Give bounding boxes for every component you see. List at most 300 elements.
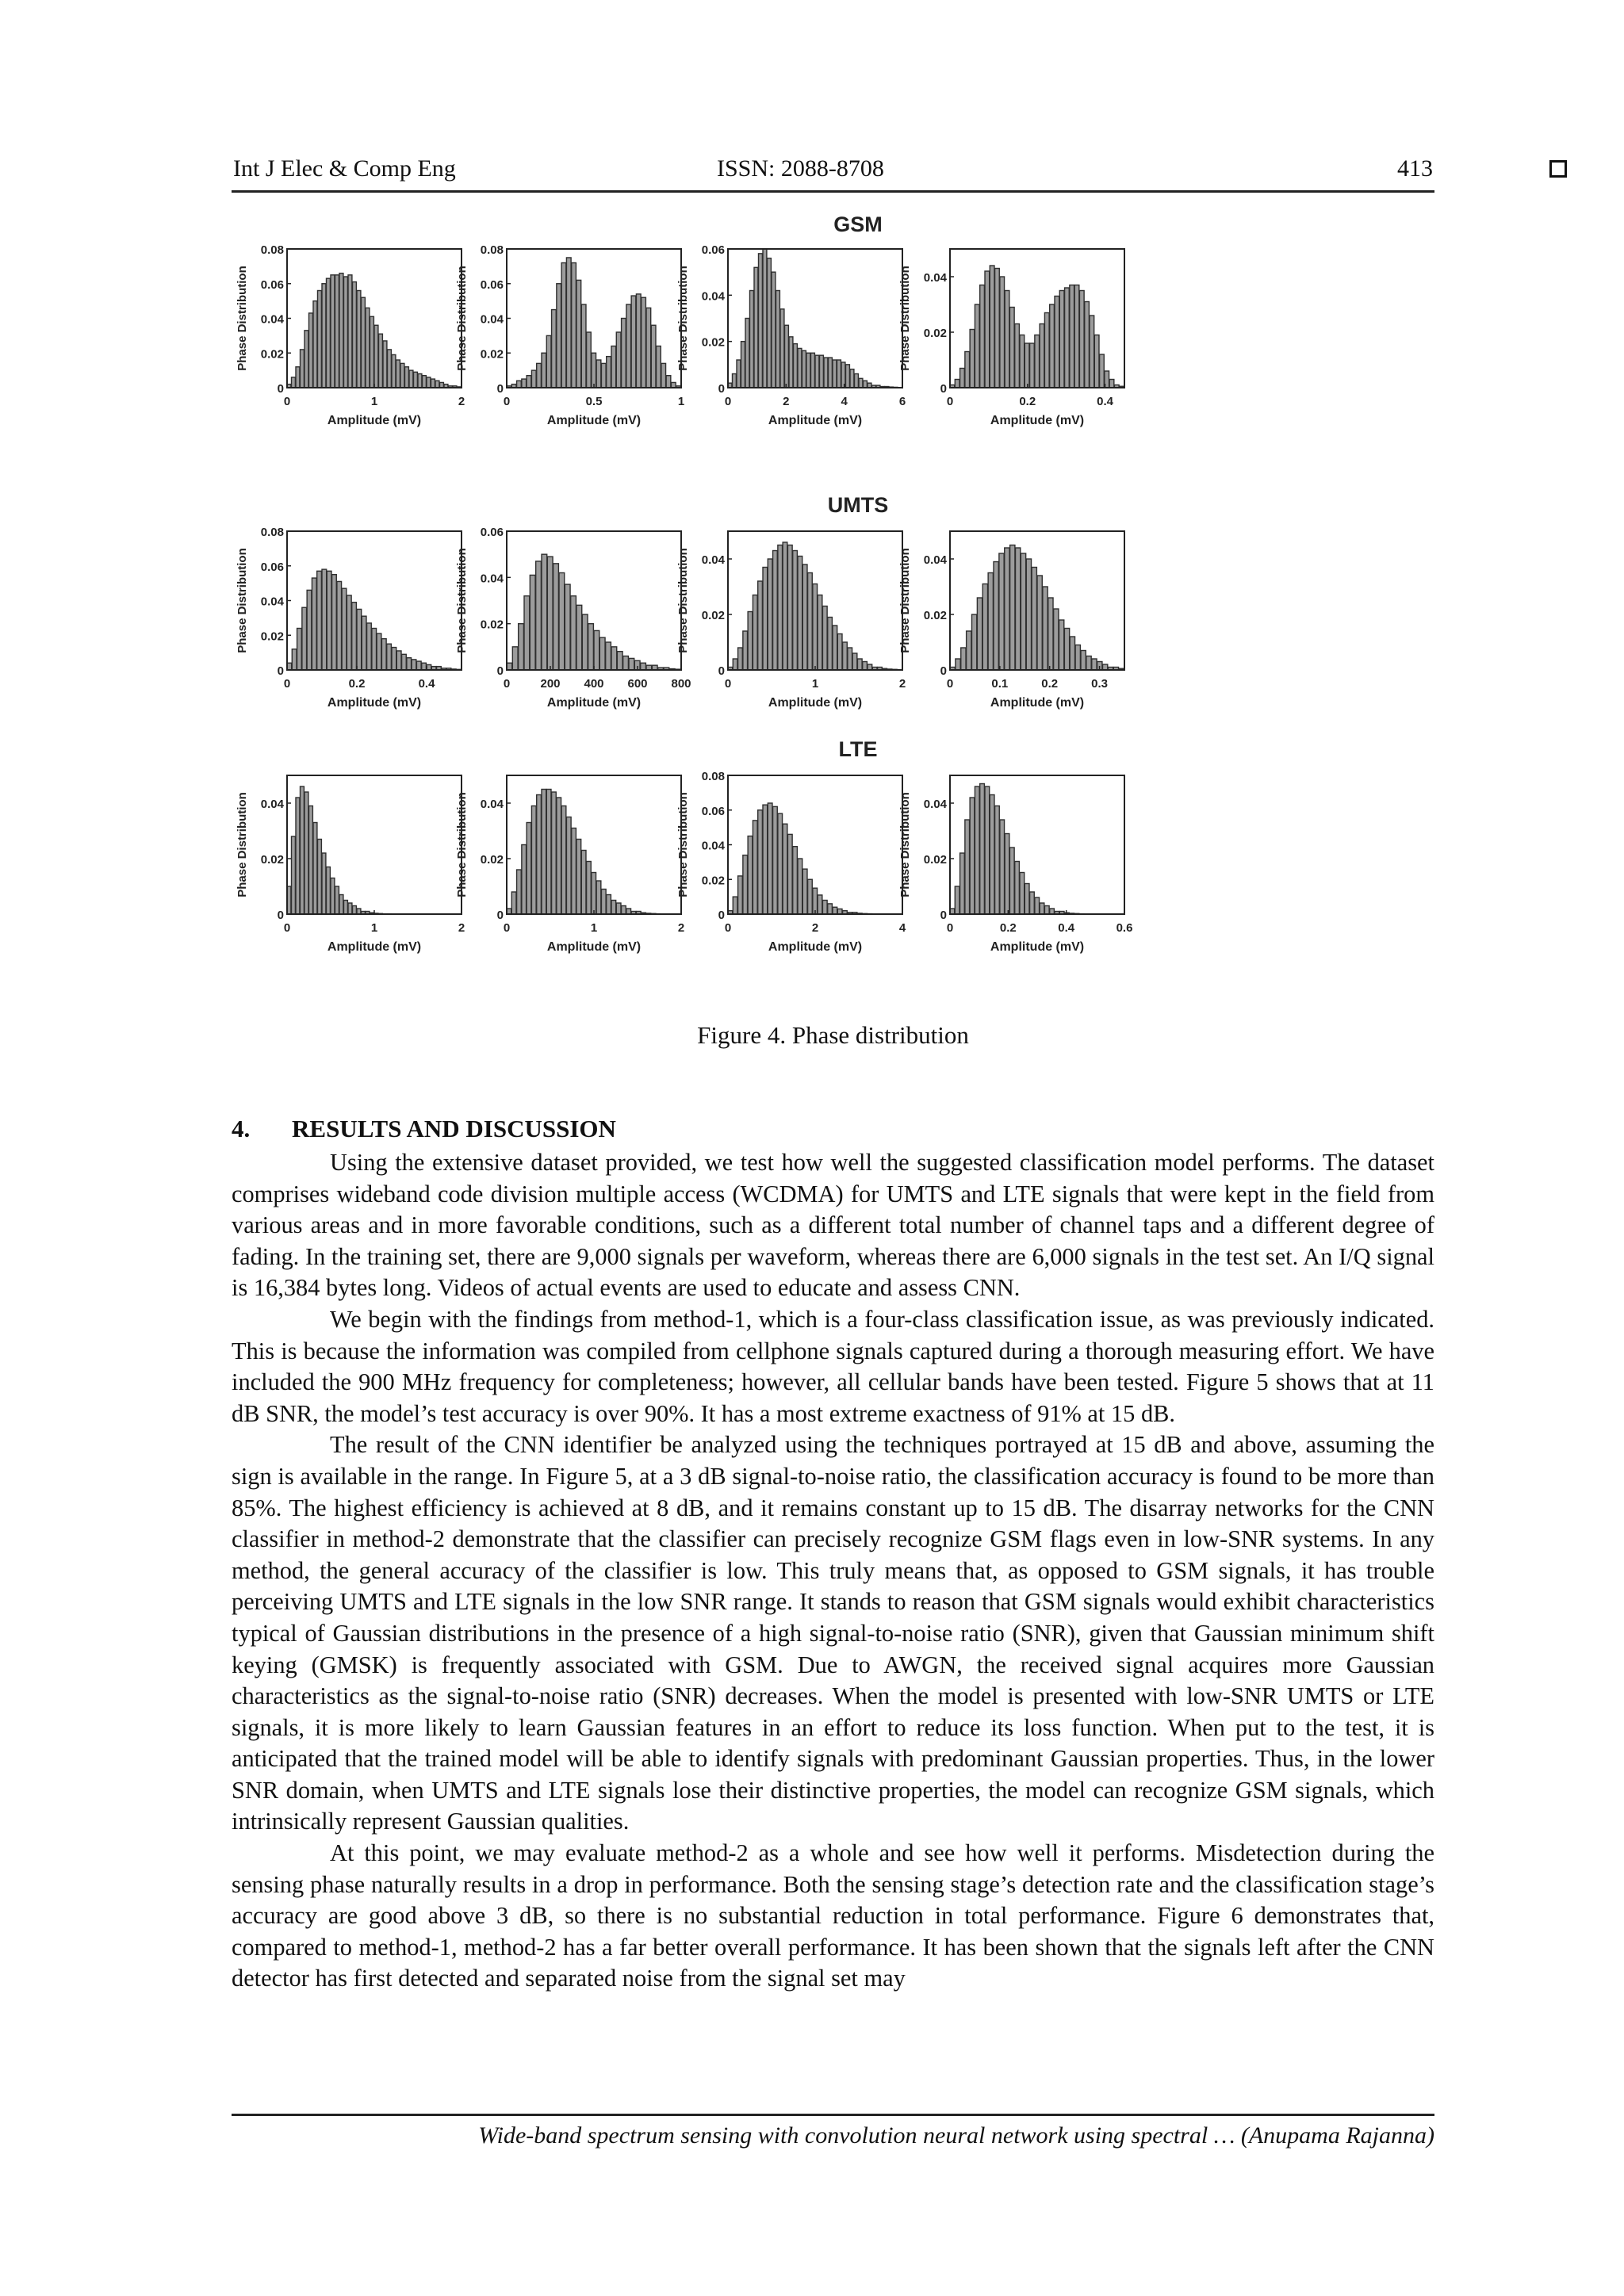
chart-panel-umts-2 <box>455 526 691 710</box>
histogram-bar <box>622 319 626 388</box>
histogram-bar <box>1070 637 1074 670</box>
histogram-bar <box>547 557 553 670</box>
histogram-bar <box>785 325 789 388</box>
histogram-bar <box>642 297 646 388</box>
histogram-bar <box>347 595 351 670</box>
group-title-umts: UMTS <box>827 493 889 517</box>
histogram-bar <box>822 607 827 671</box>
histogram-bar <box>616 332 621 388</box>
chart-panel-lte-4 <box>898 775 1132 954</box>
y-tick-label: 0.04 <box>923 271 947 285</box>
histogram-bar <box>322 284 326 388</box>
histogram-bar <box>377 633 381 670</box>
histogram-bar <box>965 820 970 914</box>
histogram-bar <box>304 331 308 388</box>
histogram-bar <box>396 360 400 388</box>
x-tick-label: 0.2 <box>1019 395 1036 408</box>
histogram-bar <box>596 881 601 914</box>
histogram-bar <box>292 377 296 388</box>
histogram-bar <box>864 381 868 388</box>
histogram-bar <box>407 658 412 670</box>
histogram-bar <box>623 656 629 671</box>
histogram-bar <box>309 806 313 915</box>
chart-panel-gsm-4 <box>898 249 1124 427</box>
histogram-bar <box>1070 285 1074 388</box>
y-tick-label: 0.02 <box>480 347 504 362</box>
histogram-bar <box>318 840 322 915</box>
histogram-bar <box>1016 548 1021 670</box>
group-title-gsm: GSM <box>833 212 883 236</box>
histogram-bar <box>1015 324 1020 388</box>
histogram-bar <box>859 378 863 388</box>
histogram-bar <box>511 892 516 914</box>
histogram-bar <box>1005 291 1009 388</box>
histogram-bar <box>753 821 757 914</box>
histogram-bar <box>965 352 970 388</box>
y-tick-label: 0.08 <box>480 243 504 257</box>
y-tick-label: 0.02 <box>260 347 284 362</box>
y-tick-label: 0.04 <box>480 312 504 327</box>
histogram-bar <box>833 907 837 914</box>
histogram-bar <box>531 370 536 388</box>
histogram-bar <box>763 805 768 914</box>
y-tick-label: 0.04 <box>923 798 947 811</box>
histogram-bar <box>802 564 807 670</box>
histogram-bar <box>342 588 347 670</box>
histogram-bar <box>344 277 348 388</box>
histogram-bar <box>955 886 959 914</box>
chart-panel-gsm-2 <box>455 243 684 427</box>
x-axis-label: Amplitude (mV) <box>768 414 863 427</box>
histogram-bar <box>392 648 396 670</box>
y-axis-label: Phase Distribution <box>455 792 469 897</box>
histogram-bar <box>738 876 743 914</box>
histogram-bar <box>661 363 666 388</box>
figure-4 <box>232 208 1434 1008</box>
histogram-bar <box>985 786 990 914</box>
histogram-bar <box>972 614 977 670</box>
histogram-bar <box>601 363 606 388</box>
histogram-bar <box>863 662 868 671</box>
histogram-bar <box>772 272 776 388</box>
histogram-bar <box>418 374 422 388</box>
histogram-bar <box>557 798 561 914</box>
histogram-bar <box>414 372 418 388</box>
histogram-bar <box>975 786 979 914</box>
histogram-bar <box>348 903 352 914</box>
x-tick-label: 0.4 <box>418 677 435 691</box>
x-tick-label: 600 <box>627 677 648 691</box>
y-tick-label: 0.06 <box>701 243 725 257</box>
section-title: RESULTS AND DISCUSSION <box>292 1115 616 1142</box>
histogram-bar <box>332 575 337 670</box>
y-tick-label: 0.06 <box>260 560 284 574</box>
histogram-bar <box>383 341 387 388</box>
histogram-bar <box>530 575 535 670</box>
histogram-bar <box>292 836 296 914</box>
y-tick-label: 0 <box>718 909 725 922</box>
histogram-bar <box>312 578 316 670</box>
histogram-bar <box>537 363 542 388</box>
histogram-bar <box>596 360 601 388</box>
histogram-bar <box>1043 587 1048 670</box>
histogram-bar <box>829 358 833 388</box>
histogram-bar <box>1035 897 1040 914</box>
histogram-bar <box>1010 545 1015 671</box>
histogram-bar <box>517 381 522 388</box>
y-tick-label: 0.04 <box>480 572 504 586</box>
histogram-bar <box>327 867 331 915</box>
x-tick-label: 0.2 <box>999 921 1017 935</box>
histogram-bar <box>748 612 753 671</box>
histogram-bar <box>335 275 339 388</box>
histogram-bar <box>960 853 965 914</box>
histogram-bar <box>1020 873 1025 915</box>
histogram-bar <box>552 310 557 388</box>
histogram-bar <box>846 365 850 388</box>
y-axis-label: Phase Distribution <box>676 266 690 371</box>
histogram-bar <box>592 873 596 915</box>
x-tick-label: 0 <box>503 677 511 691</box>
x-tick-label: 0 <box>283 677 291 691</box>
x-axis-label: Amplitude (mV) <box>990 696 1085 710</box>
histogram-bar <box>833 626 837 670</box>
histogram-bar <box>651 325 656 388</box>
y-tick-label: 0 <box>496 909 504 922</box>
y-tick-label: 0.02 <box>480 853 504 867</box>
histogram-bar <box>833 360 837 388</box>
histogram-bar <box>956 659 960 670</box>
y-axis-label: Phase Distribution <box>455 266 469 371</box>
histogram-bar <box>422 663 427 670</box>
histogram-bar <box>737 360 741 388</box>
x-tick-label: 0.3 <box>1091 677 1109 691</box>
x-tick-label: 0.1 <box>991 677 1009 691</box>
x-tick-label: 2 <box>677 921 685 935</box>
histogram-bar <box>536 561 542 670</box>
histogram-bar <box>636 294 641 388</box>
histogram-bar <box>1032 568 1036 671</box>
x-axis-label: Amplitude (mV) <box>546 696 642 710</box>
x-tick-label: 0.6 <box>1116 921 1133 935</box>
histogram-bar <box>1054 609 1059 670</box>
histogram-bar <box>1074 285 1079 388</box>
x-tick-label: 0.5 <box>585 395 603 408</box>
x-tick-label: 0 <box>503 395 511 408</box>
histogram-bar <box>1035 335 1040 388</box>
chart-panel-lte-1 <box>236 775 465 954</box>
histogram-bar <box>733 659 737 670</box>
histogram-bar <box>1079 291 1084 388</box>
y-tick-label: 0.02 <box>260 629 284 644</box>
histogram-bar <box>646 308 651 388</box>
y-tick-label: 0 <box>277 909 284 922</box>
x-tick-label: 0 <box>724 395 732 408</box>
histogram-bar <box>409 370 413 388</box>
journal-name: Int J Elec & Comp Eng <box>233 155 456 182</box>
histogram-bar <box>1100 354 1105 388</box>
histogram-bar <box>837 634 842 671</box>
histogram-bar <box>387 644 392 670</box>
histogram-bar <box>1090 316 1094 388</box>
x-tick-label: 1 <box>677 395 685 408</box>
histogram-bar <box>970 330 975 388</box>
histogram-bar <box>611 647 617 670</box>
chart-panel-gsm-1 <box>236 243 465 427</box>
histogram-bar <box>559 573 565 671</box>
histogram-bar <box>576 840 581 915</box>
histogram-bar <box>626 304 631 388</box>
histogram-bar <box>855 374 859 388</box>
histogram-bar <box>1075 645 1080 671</box>
group-title-lte: LTE <box>838 737 878 761</box>
histogram-bar <box>337 581 342 670</box>
histogram-bar <box>1055 297 1059 388</box>
histogram-bar <box>1030 343 1035 388</box>
x-tick-label: 0 <box>503 921 511 935</box>
y-tick-label: 0.02 <box>923 609 947 622</box>
histogram-bar <box>733 897 737 914</box>
histogram-bar <box>837 360 841 388</box>
histogram-bar <box>522 845 527 915</box>
y-tick-label: 0 <box>940 382 947 396</box>
histogram-bar <box>748 836 753 914</box>
phase-distribution-figure <box>232 208 1434 1008</box>
histogram-bar <box>1005 834 1009 915</box>
histogram-bar <box>1050 909 1055 914</box>
histogram-bar <box>828 618 833 671</box>
y-tick-label: 0 <box>496 382 504 396</box>
x-tick-label: 6 <box>898 395 906 408</box>
histogram-bar <box>778 813 783 914</box>
histogram-bar <box>806 353 810 388</box>
section-number: 4. <box>232 1115 251 1142</box>
histogram-bar <box>1065 288 1070 388</box>
y-tick-label: 0.04 <box>480 798 504 811</box>
histogram-bar <box>818 895 822 914</box>
paragraph: Using the extensive dataset provided, we test how well the suggested classification model performs. The dataset comprises wideband code division multiple access (WCDMA) for UMTS and LTE signals that were kept in the field from various areas and in more favorable conditions, such as a different total number of channel taps and a different degree of fading. In the training set, there are 9,000 signals per waveform, whereas there are 6,000 signals in the test set. An I/Q signal is 16,384 bytes long. Videos of actual events are used to educate and assess CNN. <box>232 1149 1434 1302</box>
histogram-bar <box>794 344 798 388</box>
y-tick-label: 0 <box>496 664 504 678</box>
x-tick-label: 0 <box>724 677 732 691</box>
section-body <box>232 1147 1434 1995</box>
chart-panel-umts-4 <box>898 531 1124 710</box>
y-tick-label: 0.04 <box>260 595 284 609</box>
histogram-bar <box>546 790 551 915</box>
histogram-bar <box>960 369 965 388</box>
y-axis-label: Phase Distribution <box>898 548 912 653</box>
histogram-bar <box>553 564 559 670</box>
histogram-bar <box>852 653 857 670</box>
y-axis-label: Phase Distribution <box>236 792 249 897</box>
y-tick-label: 0.02 <box>480 618 504 632</box>
y-axis-label: Phase Distribution <box>236 266 249 371</box>
histogram-bar <box>327 571 331 670</box>
histogram-bar <box>353 906 357 915</box>
histogram-bar <box>843 642 848 670</box>
x-tick-label: 2 <box>898 677 906 691</box>
histogram-bar <box>967 631 971 670</box>
histogram-bar <box>370 316 374 388</box>
y-axis-label: Phase Distribution <box>898 792 912 897</box>
x-tick-label: 1 <box>370 921 378 935</box>
histogram-bar <box>626 909 631 914</box>
y-tick-label: 0 <box>277 664 284 678</box>
y-tick-label: 0.04 <box>923 553 947 567</box>
histogram-bar <box>802 869 807 914</box>
histogram-bar <box>392 354 396 388</box>
histogram-bar <box>572 263 576 388</box>
x-axis-label: Amplitude (mV) <box>327 414 422 427</box>
y-tick-label: 0.02 <box>701 335 725 350</box>
histogram-bar <box>374 325 378 388</box>
histogram-bar <box>571 596 576 670</box>
histogram-bar <box>335 886 339 914</box>
histogram-bar <box>402 654 407 670</box>
y-tick-label: 0.06 <box>260 277 284 292</box>
chart-panel-umts-3 <box>676 531 906 710</box>
histogram-bar <box>557 284 561 388</box>
histogram-bar <box>366 308 370 388</box>
histogram-bar <box>322 853 326 914</box>
histogram-bar <box>783 542 787 670</box>
histogram-bar <box>317 571 322 670</box>
histogram-bar <box>798 348 802 388</box>
x-tick-label: 0.2 <box>1041 677 1059 691</box>
histogram-bar <box>301 350 304 388</box>
chart-panel-umts-1 <box>236 526 462 710</box>
histogram-bar <box>1040 324 1044 388</box>
histogram-bar <box>546 335 551 388</box>
histogram-bar <box>1000 277 1005 388</box>
chart-panel-gsm-3 <box>676 243 906 427</box>
histogram-bar <box>566 817 571 915</box>
histogram-bar <box>435 381 439 388</box>
histogram-bar <box>309 313 313 388</box>
histogram-bar <box>1086 656 1091 671</box>
histogram-bar <box>622 906 626 915</box>
histogram-bar <box>1044 906 1049 915</box>
histogram-bar <box>313 823 317 915</box>
histogram-bar <box>388 350 392 388</box>
histogram-bar <box>793 847 798 914</box>
histogram-bar <box>581 304 586 388</box>
y-tick-label: 0.08 <box>260 526 284 539</box>
x-axis-label: Amplitude (mV) <box>990 940 1085 954</box>
histogram-bar <box>1059 620 1064 670</box>
y-axis-label: Phase Distribution <box>236 548 249 653</box>
histogram-bar <box>372 629 377 671</box>
histogram-bar <box>868 664 872 670</box>
x-tick-label: 4 <box>841 395 848 408</box>
histogram-bar <box>1044 313 1049 388</box>
histogram-bar <box>587 332 592 388</box>
histogram-bar <box>787 834 792 914</box>
histogram-bar <box>857 659 862 670</box>
y-tick-label: 0.02 <box>260 853 284 867</box>
histogram-bar <box>789 337 793 388</box>
chart-panel-lte-2 <box>455 775 684 954</box>
histogram-bar <box>1050 304 1055 388</box>
histogram-bar <box>576 280 581 388</box>
x-tick-label: 200 <box>540 677 561 691</box>
histogram-bar <box>768 258 772 388</box>
histogram-bar <box>412 660 416 670</box>
histogram-bar <box>988 573 993 671</box>
histogram-bar <box>296 367 300 388</box>
histogram-bar <box>820 355 824 388</box>
histogram-bar <box>808 573 813 671</box>
histogram-bar <box>1009 848 1014 914</box>
x-tick-label: 0 <box>946 677 954 691</box>
histogram-bar <box>542 790 546 915</box>
histogram-bar <box>512 647 518 670</box>
x-tick-label: 800 <box>671 677 691 691</box>
paragraph: We begin with the findings from method-1, which is a four-class classification issue, as was previously indicated. This is because the information was compiled from cellphone signals captured during a thorough measuring effort. We have included the 900 MHz frequency for completeness; however, all cellular bands have been tested. Figure 5 shows that at 11 dB SNR, the model’s test accuracy is over 90%. It has a most extreme exactness of 91% at 15 dB. <box>232 1305 1434 1427</box>
x-axis-label: Amplitude (mV) <box>990 414 1085 427</box>
histogram-bar <box>1040 903 1044 914</box>
histogram-bar <box>331 878 335 915</box>
histogram-bar <box>357 609 362 670</box>
histogram-bar <box>955 380 959 388</box>
histogram-bar <box>977 598 982 670</box>
histogram-bar <box>1048 598 1053 670</box>
histogram-bar <box>758 581 763 670</box>
histogram-bar <box>822 901 827 915</box>
histogram-bar <box>527 823 531 915</box>
histogram-bar <box>666 376 671 388</box>
page-number: 413 <box>1397 155 1433 182</box>
histogram-bar <box>297 629 302 671</box>
histogram-bar <box>753 595 757 671</box>
histogram-bar <box>313 301 317 388</box>
x-tick-label: 1 <box>370 395 378 408</box>
x-axis-label: Amplitude (mV) <box>327 940 422 954</box>
y-tick-label: 0 <box>277 382 284 396</box>
histogram-bar <box>750 291 754 388</box>
histogram-bar <box>531 806 536 915</box>
histogram-bar <box>743 855 748 914</box>
histogram-bar <box>815 355 819 388</box>
histogram-bar <box>339 274 343 388</box>
x-tick-label: 0 <box>946 921 954 935</box>
histogram-bar <box>657 346 661 388</box>
histogram-bar <box>1026 559 1031 670</box>
histogram-bar <box>824 358 828 388</box>
histogram-bar <box>985 271 990 388</box>
y-axis-label: Phase Distribution <box>898 266 912 371</box>
histogram-bar <box>527 376 531 388</box>
histogram-bar <box>828 904 833 914</box>
histogram-bar <box>780 309 784 388</box>
histogram-bar <box>768 559 772 670</box>
x-tick-label: 2 <box>783 395 790 408</box>
histogram-bar <box>980 285 985 388</box>
histogram-bar <box>970 798 975 914</box>
histogram-bar <box>427 377 431 388</box>
histogram-bar <box>793 551 798 671</box>
y-tick-label: 0 <box>940 664 947 678</box>
x-tick-label: 2 <box>811 921 819 935</box>
y-tick-label: 0.04 <box>701 553 725 567</box>
x-tick-label: 0.4 <box>1097 395 1113 408</box>
histogram-bar <box>357 909 361 914</box>
histogram-bar <box>322 569 327 670</box>
y-tick-label: 0 <box>718 664 725 678</box>
histogram-bar <box>561 263 566 388</box>
histogram-bar <box>1059 291 1064 388</box>
histogram-bar <box>601 890 606 915</box>
